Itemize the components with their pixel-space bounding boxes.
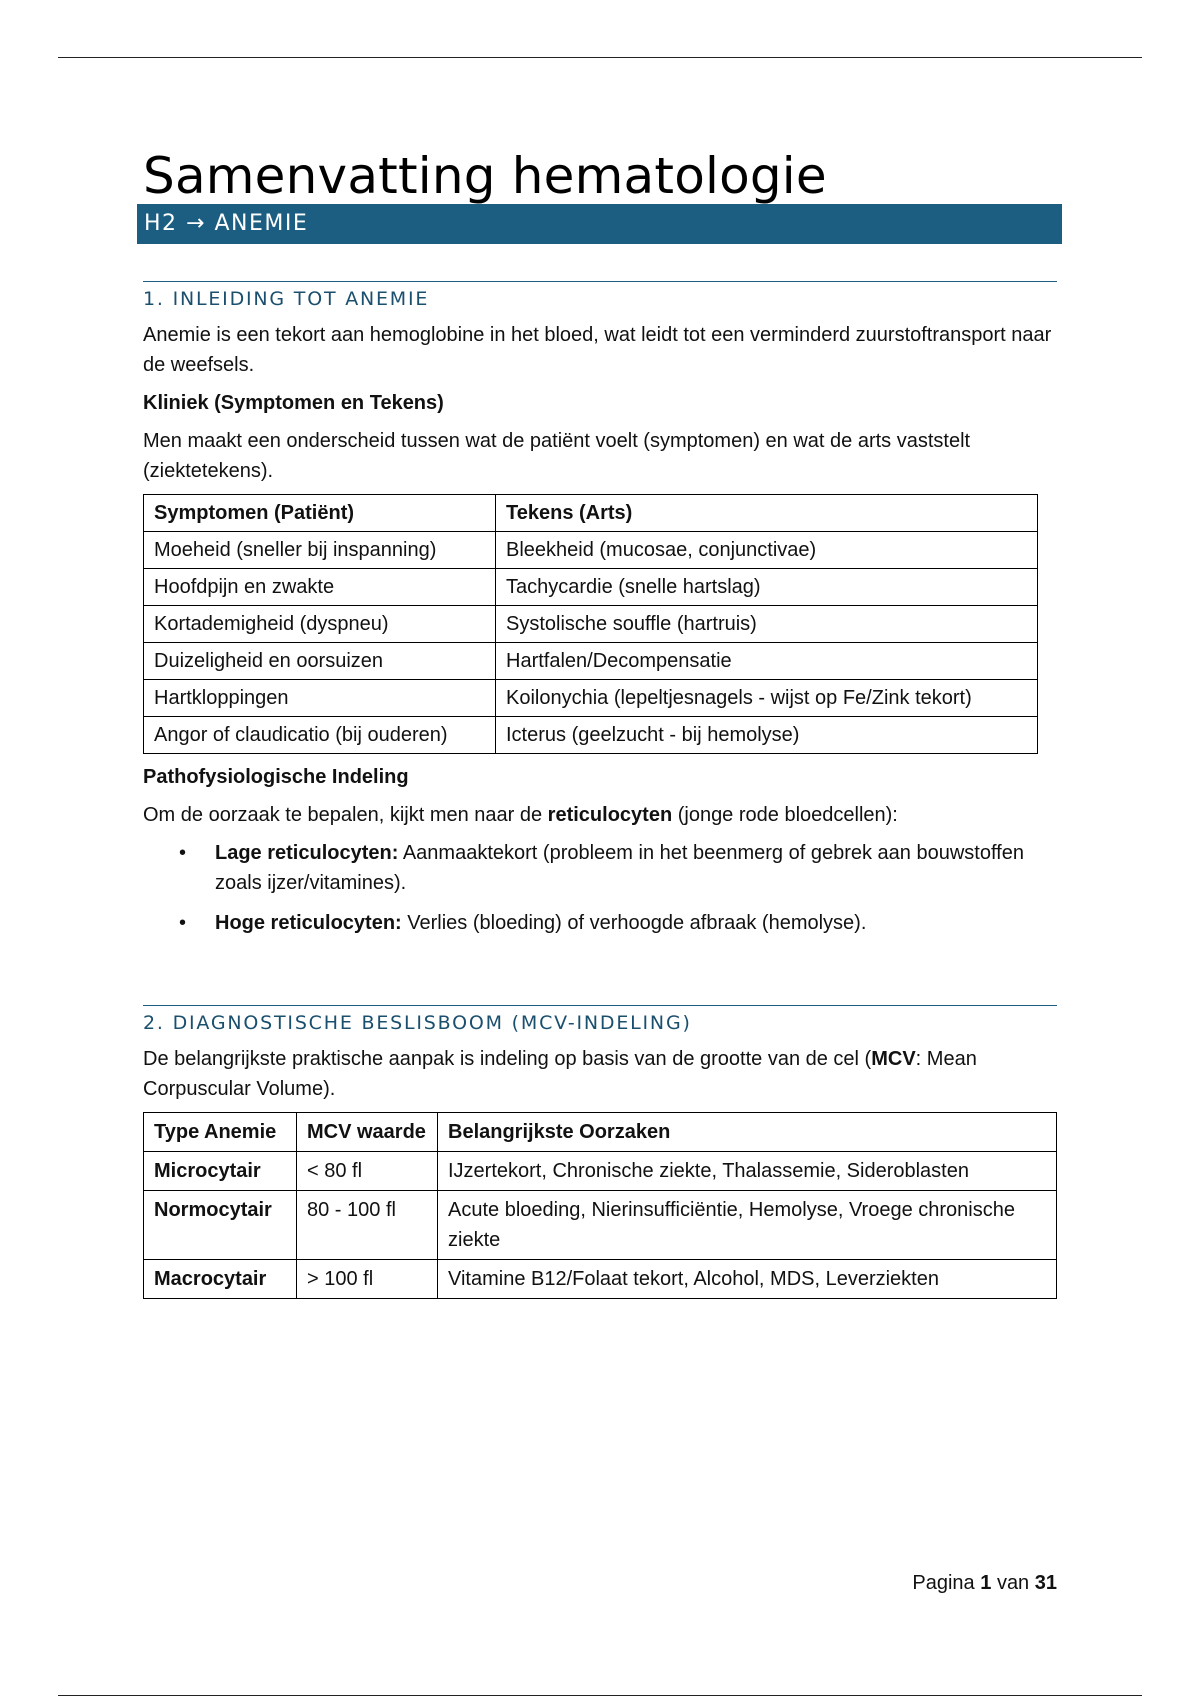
mcv-intro-after: : Mean Corpuscular Volume).	[143, 1048, 977, 1100]
table-cell: Kortademigheid (dyspneu)	[144, 606, 496, 643]
table-header-row	[144, 1113, 1057, 1152]
table-cell: > 100 fl	[297, 1260, 438, 1299]
row-header-cell: Normocytair	[144, 1191, 297, 1260]
table-row	[144, 532, 1038, 569]
section-heading-beslisboom: 2. DIAGNOSTISCHE BESLISBOOM (MCV-INDELING)	[143, 1005, 1057, 1034]
bullet-icon: •	[179, 912, 187, 934]
page-separator: van	[996, 1572, 1030, 1594]
table-row	[144, 569, 1038, 606]
mcv-term: MCV	[871, 1048, 916, 1070]
table-row	[144, 606, 1038, 643]
list-item	[143, 908, 1057, 938]
list-item-term: Hoge reticulocyten:	[215, 912, 402, 934]
row-header-cell: Macrocytair	[144, 1260, 297, 1299]
column-header: Symptomen (Patiënt)	[144, 495, 496, 532]
kliniek-paragraph: Men maakt een onderscheid tussen wat de patiënt voelt (symptomen) en wat de arts vaststelt (ziektetekens).	[143, 430, 971, 482]
table-row	[144, 680, 1038, 717]
intro-paragraph: Anemie is een tekort aan hemoglobine in het bloed, wat leidt tot een verminderd zuurstoftransport naar de weefsels.	[143, 324, 1052, 376]
table-cell: IJzertekort, Chronische ziekte, Thalassemie, Sideroblasten	[438, 1152, 1057, 1191]
table-cell: Moeheid (sneller bij inspanning)	[144, 532, 496, 569]
mcv-intro-paragraph	[143, 1044, 1057, 1104]
table-row	[144, 643, 1038, 680]
patho-paragraph	[143, 800, 1057, 830]
page-number-footer	[912, 1568, 1057, 1598]
table-cell: 80 - 100 fl	[297, 1191, 438, 1260]
header-rule	[58, 57, 1142, 58]
symptoms-table	[143, 494, 1038, 754]
section-heading-inleiding: 1. INLEIDING TOT ANEMIE	[143, 281, 1057, 310]
reticulocyten-term: reticulocyten	[547, 804, 673, 826]
table-row	[144, 717, 1038, 754]
table-header-row	[144, 495, 1038, 532]
reticulocyte-list	[143, 838, 1057, 938]
chapter-heading: H2 → ANEMIE	[137, 204, 1062, 244]
table-row	[144, 1260, 1057, 1299]
total-pages-number: 31	[1034, 1572, 1057, 1594]
footer-rule	[58, 1695, 1142, 1696]
table-cell: Icterus (geelzucht - bij hemolyse)	[496, 717, 1038, 754]
table-cell: Hartfalen/Decompensatie	[496, 643, 1038, 680]
page-label: Pagina	[912, 1572, 975, 1594]
patho-heading: Pathofysiologische Indeling	[143, 766, 409, 788]
table-cell: Acute bloeding, Nierinsufficiëntie, Hemolyse, Vroege chronische ziekte	[438, 1191, 1057, 1260]
patho-text-before: Om de oorzaak te bepalen, kijkt men naar de	[143, 804, 548, 826]
table-row	[144, 1152, 1057, 1191]
column-header: Type Anemie	[144, 1113, 297, 1152]
mcv-table	[143, 1112, 1057, 1299]
document-title: Samenvatting hematologie	[143, 147, 827, 205]
mcv-intro-before: De belangrijkste praktische aanpak is indeling op basis van de grootte van de cel (	[143, 1048, 872, 1070]
list-item	[143, 838, 1057, 898]
table-cell: Duizeligheid en oorsuizen	[144, 643, 496, 680]
table-cell: Koilonychia (lepeltjesnagels - wijst op Fe/Zink tekort)	[496, 680, 1038, 717]
column-header: Belangrijkste Oorzaken	[438, 1113, 1057, 1152]
table-cell: Tachycardie (snelle hartslag)	[496, 569, 1038, 606]
table-cell: Systolische souffle (hartruis)	[496, 606, 1038, 643]
row-header-cell: Microcytair	[144, 1152, 297, 1191]
table-row	[144, 1191, 1057, 1260]
table-cell: Angor of claudicatio (bij ouderen)	[144, 717, 496, 754]
table-cell: Vitamine B12/Folaat tekort, Alcohol, MDS, Leverziekten	[438, 1260, 1057, 1299]
list-item-text: Verlies (bloeding) of verhoogde afbraak (hemolyse).	[401, 912, 867, 934]
current-page-number: 1	[980, 1572, 992, 1594]
list-item-text: Aanmaaktekort (probleem in het beenmerg of gebrek aan bouwstoffen zoals ijzer/vitamines).	[215, 842, 1024, 894]
table-cell: Bleekheid (mucosae, conjunctivae)	[496, 532, 1038, 569]
table-cell: Hartkloppingen	[144, 680, 496, 717]
column-header: Tekens (Arts)	[496, 495, 1038, 532]
table-cell: Hoofdpijn en zwakte	[144, 569, 496, 606]
bullet-icon: •	[179, 842, 187, 864]
table-cell: < 80 fl	[297, 1152, 438, 1191]
column-header: MCV waarde	[297, 1113, 438, 1152]
page-content	[143, 140, 1057, 1307]
list-item-term: Lage reticulocyten:	[215, 842, 399, 864]
kliniek-heading: Kliniek (Symptomen en Tekens)	[143, 392, 444, 414]
patho-text-after: (jonge rode bloedcellen):	[672, 804, 898, 826]
